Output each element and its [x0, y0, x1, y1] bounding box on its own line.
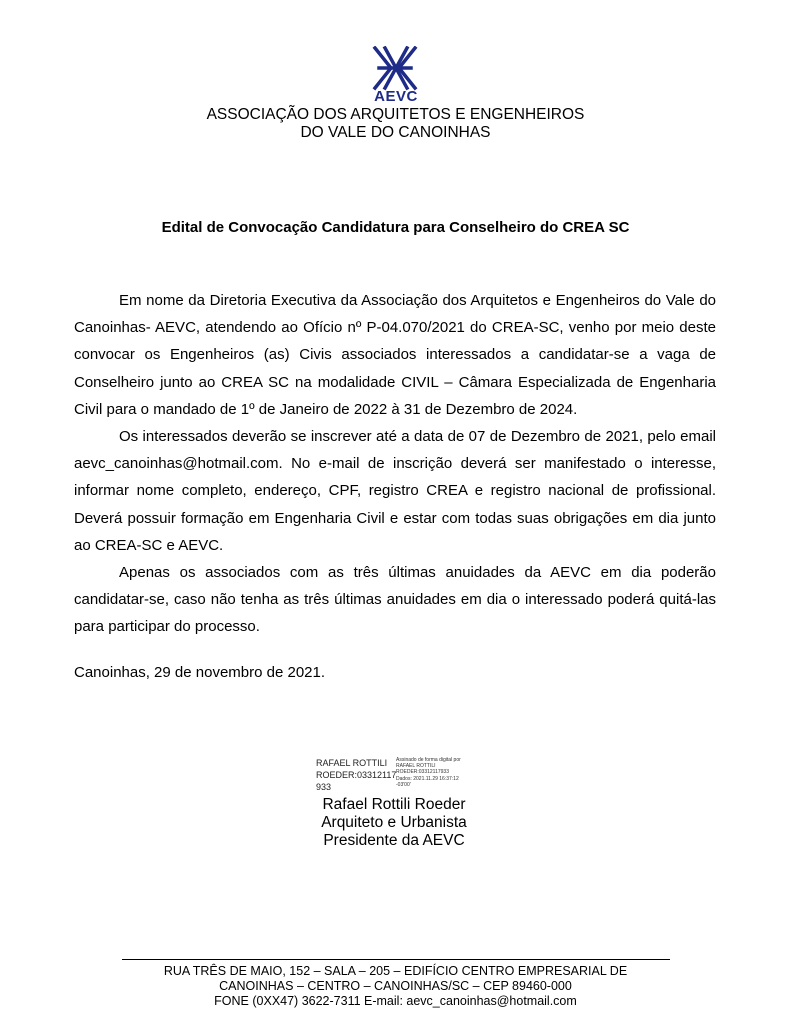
sig-right-line: RAFAEL ROTTILI	[396, 763, 436, 770]
org-line-1: ASSOCIAÇÃO DOS ARQUITETOS E ENGENHEIROS	[206, 106, 585, 123]
logo-text: AEVC	[374, 88, 418, 105]
signer-role: Arquiteto e Urbanista	[321, 814, 467, 831]
sig-right-line: Dados: 2021.11.29 16:37:12	[396, 775, 459, 782]
paragraph-1: Em nome da Diretoria Executiva da Associação dos Arquitetos e Engenheiros do Vale do Canoinhas- AEVC, atendendo ao Ofício nº P-04.070/2021 do CREA-SC, venho por meio deste convocar os Engenheiros (as) Civis associados interessados a candidatar-se a vaga de Conselheiro junto ao CREA SC na modalidade CIVIL – Câmara Especializada de Engenharia Civil para o mandado de 1º de Janeiro de 2022 à 31 de Dezembro de 2024.	[74, 292, 716, 418]
footer-line-2: CANOINHAS – CENTRO – CANOINHAS/SC – CEP 89460-000	[219, 979, 572, 993]
signer-block	[260, 796, 528, 850]
document-title: Edital de Convocação Candidatura para Conselheiro do CREA SC	[161, 219, 630, 236]
paragraph-3: Apenas os associados com as três últimas anuidades da AEVC em dia poderão candidatar-se, caso não tenha as três últimas anuidades em dia o interessado poderá quitá-las para participar do processo.	[74, 564, 716, 636]
footer-divider	[122, 959, 670, 960]
footer-line-1: RUA TRÊS DE MAIO, 152 – SALA – 205 – EDIFÍCIO CENTRO EMPRESARIAL DE	[163, 964, 628, 978]
digital-signature-name	[316, 757, 396, 793]
sig-right-line: -03'00'	[396, 781, 411, 788]
footer-address	[0, 964, 791, 1009]
signer-name: Rafael Rottili Roeder	[322, 796, 466, 813]
org-line-2: DO VALE DO CANOINHAS	[300, 124, 491, 141]
signer-position: Presidente da AEVC	[323, 832, 465, 849]
digital-signature-details	[396, 757, 496, 788]
sig-right-line: ROEDER:03312117933	[396, 769, 449, 776]
sig-left-line: ROEDER:03312117	[316, 770, 397, 780]
sig-left-line: 933	[316, 782, 332, 792]
paragraph-2: Os interessados deverão se inscrever até a data de 07 de Dezembro de 2021, pelo email aevc_canoinhas@hotmail.com. No e-mail de inscrição deverá ser manifestado o interesse, informar nome completo, endereço, CPF, registro CREA e registro nacional de profissional. Deverá possuir formação em Engenharia Civil e estar com todas suas obrigações em dia junto ao CREA-SC e AEVC.	[74, 428, 716, 554]
date-line: Canoinhas, 29 de novembro de 2021.	[74, 664, 326, 681]
footer-line-3: FONE (0XX47) 3622-7311 E-mail: aevc_canoinhas@hotmail.com	[214, 994, 577, 1008]
sig-left-line: RAFAEL ROTTILI	[316, 758, 388, 768]
organization-name	[0, 106, 791, 142]
sig-right-line: Assinado de forma digital por	[396, 757, 461, 763]
document-body	[74, 287, 716, 641]
